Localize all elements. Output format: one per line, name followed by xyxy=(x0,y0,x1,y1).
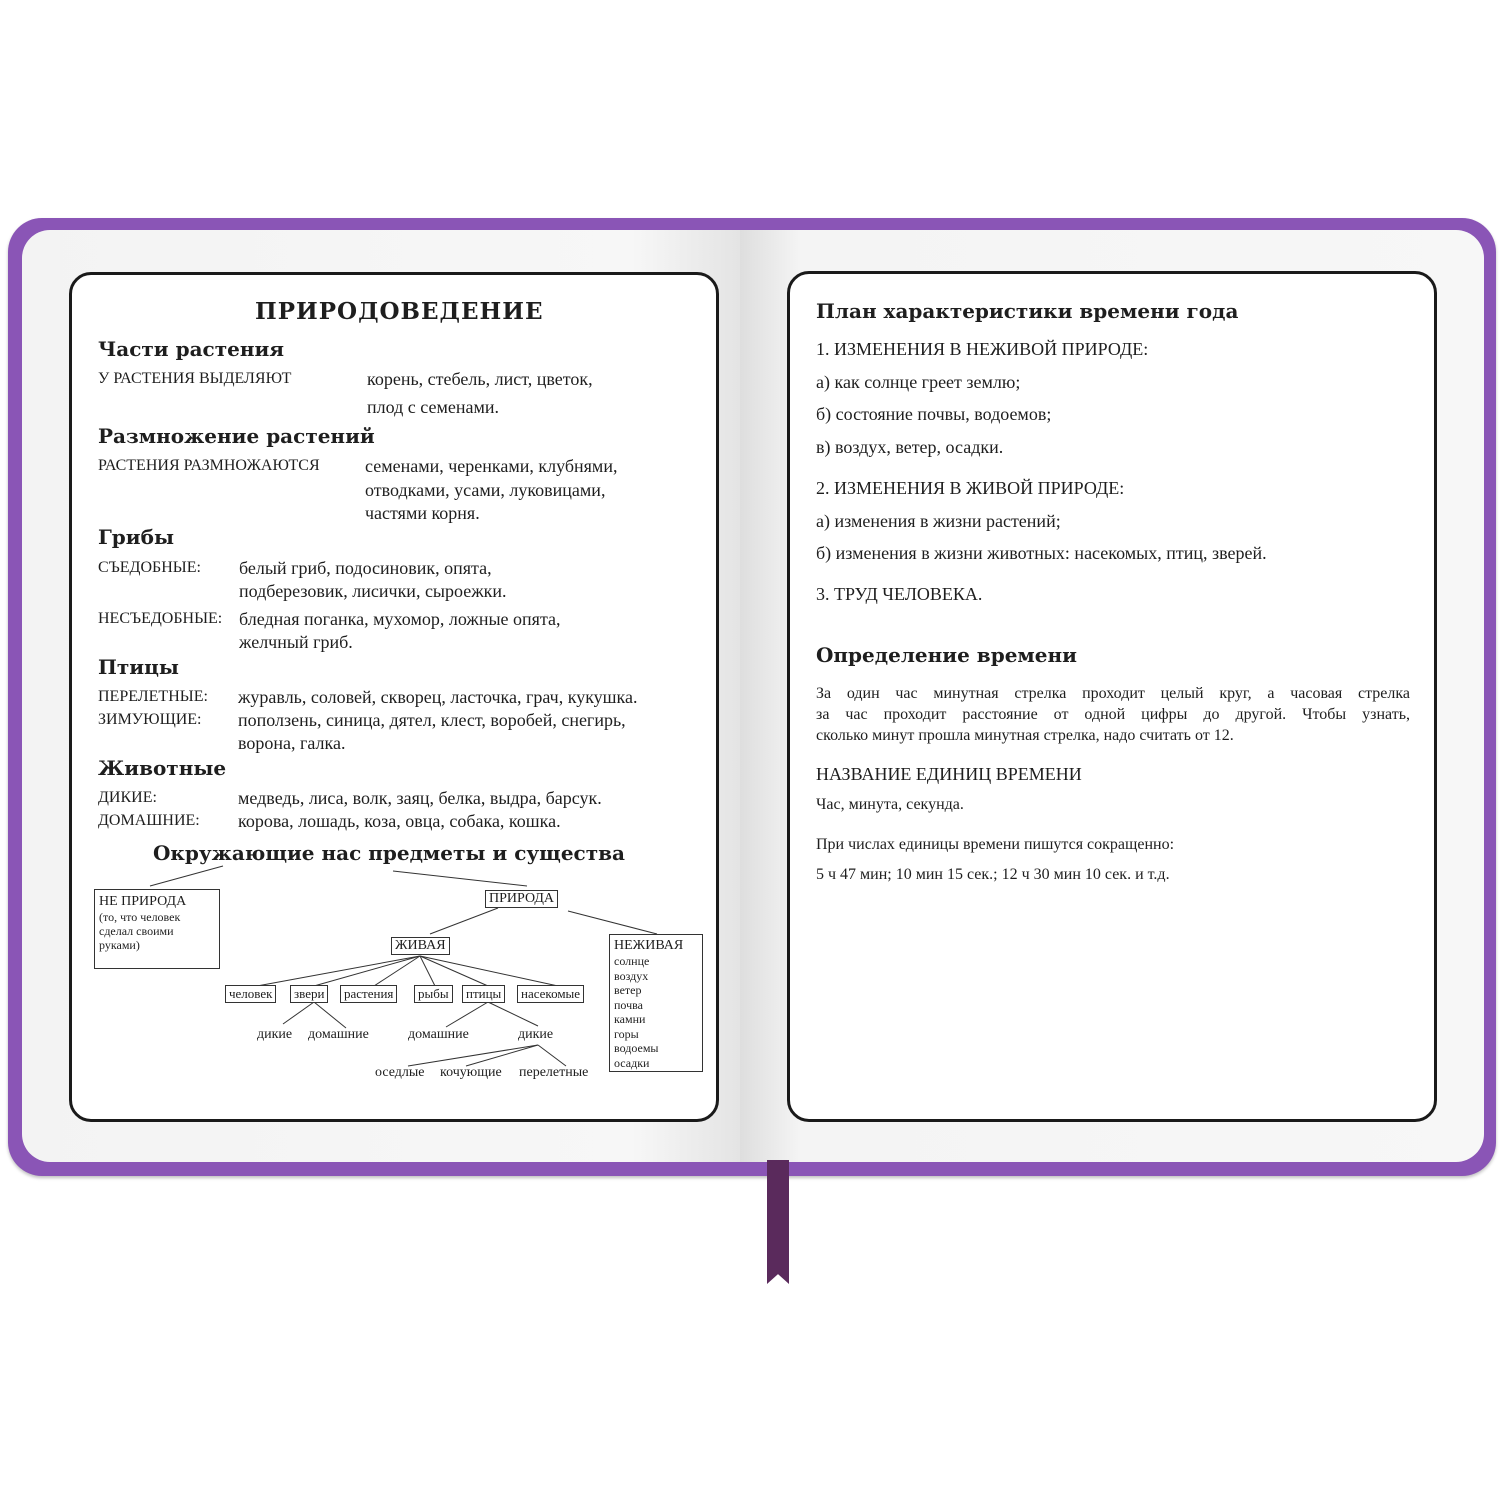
nonliving-title: НЕЖИВАЯ xyxy=(614,938,684,953)
time-para-2: за час проходит расстояние от одной цифры до другой. Чтобы узнать, xyxy=(816,706,1410,723)
not-nature-note-1: (то, что человек xyxy=(99,910,181,924)
units-heading: НАЗВАНИЕ ЕДИНИЦ ВРЕМЕНИ xyxy=(816,764,1082,784)
living-item-human: человек xyxy=(225,985,276,1003)
living-box: ЖИВАЯ xyxy=(391,937,450,955)
time-heading: Определение времени xyxy=(816,643,1077,667)
nonliving-item: камни xyxy=(614,1012,646,1026)
plant-parts-label: У РАСТЕНИЯ ВЫДЕЛЯЮТ xyxy=(98,370,292,387)
diagram-heading: Окружающие нас предметы и существа xyxy=(153,841,625,865)
inedible-line-1: бледная поганка, мухомор, ложные опята, xyxy=(239,609,561,629)
plan-heading: План характеристики времени года xyxy=(816,299,1239,323)
not-nature-note-2: сделал своими xyxy=(99,924,174,938)
nonliving-item: воздух xyxy=(614,968,649,983)
plan-section-1: 1. ИЗМЕНЕНИЯ В НЕЖИВОЙ ПРИРОДЕ: xyxy=(816,339,1149,359)
birds-heading: Птицы xyxy=(98,655,179,679)
winter-line-1: поползень, синица, дятел, клест, воробей, снегирь, xyxy=(238,710,626,730)
nonliving-item: солнце xyxy=(614,954,650,968)
living-item-insects: насекомые xyxy=(517,985,584,1003)
plan-section-3: 3. ТРУД ЧЕЛОВЕКА. xyxy=(816,584,983,604)
nonliving-item: ветер xyxy=(614,983,642,997)
birds-wild: дикие xyxy=(518,1027,554,1042)
reproduction-line-1: семенами, черенками, клубнями, xyxy=(365,456,618,476)
edible-label: СЪЕДОБНЫЕ: xyxy=(98,559,201,576)
wild-label: ДИКИЕ: xyxy=(98,789,157,806)
plan-section-2b: б) изменения в жизни животных: насекомых, птиц, зверей. xyxy=(816,543,1267,563)
birds-sedentary: оседлые xyxy=(375,1065,425,1080)
winter-line-2: ворона, галка. xyxy=(238,733,346,753)
plan-section-2: 2. ИЗМЕНЕНИЯ В ЖИВОЙ ПРИРОДЕ: xyxy=(816,478,1125,498)
edible-line-1: белый гриб, подосиновик, опята, xyxy=(239,558,492,578)
inedible-line-2: желчный гриб. xyxy=(239,632,353,652)
domestic-list: корова, лошадь, коза, овца, собака, кошка. xyxy=(238,811,561,831)
wild-list: медведь, лиса, волк, заяц, белка, выдра, барсук. xyxy=(238,788,602,808)
not-nature-note-3: руками) xyxy=(99,938,140,952)
living-item-birds: птицы xyxy=(462,985,505,1003)
domestic-label: ДОМАШНИЕ: xyxy=(98,812,200,829)
units-list: Час, минута, секунда. xyxy=(816,796,964,813)
abbr-note: При числах единицы времени пишутся сокращенно: xyxy=(816,836,1175,853)
bookmark-ribbon xyxy=(767,1160,789,1284)
living-item-fish: рыбы xyxy=(414,985,453,1003)
plan-section-1b: б) состояние почвы, водоемов; xyxy=(816,404,1052,424)
nonliving-item: водоемы xyxy=(614,1041,659,1055)
birds-migratory: перелетные xyxy=(519,1065,589,1080)
plant-parts-heading: Части растения xyxy=(98,337,285,361)
reproduction-line-2: отводками, усами, луковицами, xyxy=(365,480,606,500)
beasts-domestic: домашние xyxy=(308,1027,369,1042)
reproduction-label: РАСТЕНИЯ РАЗМНОЖАЮТСЯ xyxy=(98,457,320,474)
time-para-1: За один час минутная стрелка проходит целый круг, а часовая стрелка xyxy=(816,685,1410,702)
winter-label: ЗИМУЮЩИЕ: xyxy=(98,711,202,728)
birds-nomadic: кочующие xyxy=(440,1065,502,1080)
time-para-3: сколько минут прошла минутная стрелка, надо считать от 12. xyxy=(816,727,1234,744)
plant-parts-line-2: плод с семенами. xyxy=(367,397,499,417)
nature-box: ПРИРОДА xyxy=(485,890,558,908)
not-nature-box xyxy=(94,889,220,969)
reproduction-heading: Размножение растений xyxy=(98,424,375,448)
living-item-plants: растения xyxy=(340,985,397,1003)
not-nature-title: НЕ ПРИРОДА xyxy=(99,894,187,909)
plan-section-2a: а) изменения в жизни растений; xyxy=(816,511,1061,531)
birds-domestic: домашние xyxy=(408,1027,469,1042)
nonliving-item: осадки xyxy=(614,1055,650,1070)
migratory-label: ПЕРЕЛЕТНЫЕ: xyxy=(98,688,208,705)
inedible-label: НЕСЪЕДОБНЫЕ: xyxy=(98,610,223,627)
plan-section-1a: а) как солнце греет землю; xyxy=(816,372,1021,392)
beasts-wild: дикие xyxy=(257,1027,293,1042)
nonliving-item: горы xyxy=(614,1026,639,1041)
page-title: ПРИРОДОВЕДЕНИЕ xyxy=(255,298,544,325)
nonliving-box xyxy=(609,934,703,1072)
mushrooms-heading: Грибы xyxy=(98,525,175,549)
migratory-list: журавль, соловей, скворец, ласточка, грач, кукушка. xyxy=(238,687,638,707)
living-item-beasts: звери xyxy=(290,985,328,1003)
nonliving-list xyxy=(614,954,698,1070)
edible-line-2: подберезовик, лисички, сыроежки. xyxy=(239,581,507,601)
plant-parts-line-1: корень, стебель, лист, цветок, xyxy=(367,369,593,389)
abbr-example: 5 ч 47 мин; 10 мин 15 сек.; 12 ч 30 мин 10 сек. и т.д. xyxy=(816,866,1170,883)
nonliving-item: почва xyxy=(614,997,643,1012)
reproduction-line-3: частями корня. xyxy=(365,503,480,523)
animals-heading: Животные xyxy=(98,756,227,780)
plan-section-1c: в) воздух, ветер, осадки. xyxy=(816,437,1004,457)
